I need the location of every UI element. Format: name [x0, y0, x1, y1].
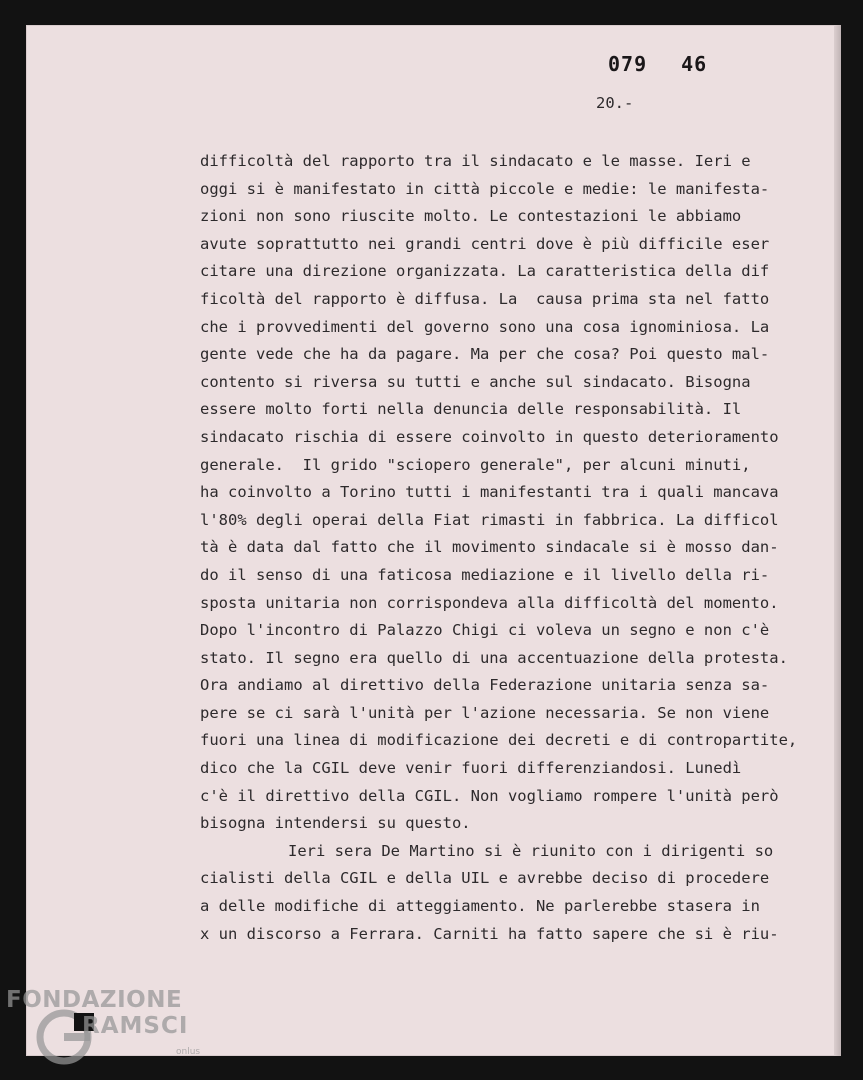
text-line: difficoltà del rapporto tra il sindacato e le masse. Ieri e	[200, 152, 751, 170]
text-line: tà è data dal fatto che il movimento sindacale si è mosso dan-	[200, 538, 779, 557]
text-line: do il senso di una faticosa mediazione e il livello della ri-	[200, 565, 770, 584]
archive-number-left: 079	[608, 52, 648, 76]
text-line: c'è il direttivo della CGIL. Non vogliamo rompere l'unità però	[200, 786, 779, 805]
text-line: ha coinvolto a Torino tutti i manifestanti tra i quali mancava	[200, 483, 779, 502]
archive-number-right: 46	[681, 52, 708, 76]
text-line: dico che la CGIL deve venir fuori differenziandosi. Lunedì	[200, 759, 742, 778]
fondazione-gramsci-watermark	[0, 985, 215, 1080]
text-line: citare una direzione organizzata. La caratteristica della dif	[200, 262, 770, 281]
page-number: 20.-	[596, 94, 634, 112]
watermark-line2: RAMSCI	[82, 1013, 189, 1039]
text-line: x un discorso a Ferrara. Carniti ha fatto sapere che si è riu-	[200, 924, 779, 943]
text-line: essere molto forti nella denuncia delle responsabilità. Il	[200, 400, 742, 419]
archive-number	[608, 52, 707, 76]
text-line: avute soprattutto nei grandi centri dove è più difficile eser	[200, 234, 770, 253]
text-line: Ieri sera De Martino si è riunito con i dirigenti so	[288, 841, 774, 860]
text-line: stato. Il segno era quello di una accentuazione della protesta.	[200, 648, 788, 667]
text-line: l'80% degli operai della Fiat rimasti in fabbrica. La difficol	[200, 510, 779, 529]
typed-body-text	[200, 148, 825, 948]
text-line: bisogna intendersi su questo.	[200, 814, 471, 833]
watermark-line1: FONDAZIONE	[6, 987, 183, 1013]
text-line: pere se ci sarà l'unità per l'azione necessaria. Se non viene	[200, 703, 770, 722]
text-line: a delle modifiche di atteggiamento. Ne parlerebbe stasera in	[200, 897, 760, 916]
text-line: che i provvedimenti del governo sono una cosa ignominiosa. La	[200, 317, 770, 336]
text-line: cialisti della CGIL e della UIL e avrebbe deciso di procedere	[200, 869, 770, 888]
text-line: contento si riversa su tutti e anche sul sindacato. Bisogna	[200, 372, 751, 391]
text-line: oggi si è manifestato in città piccole e medie: le manifesta-	[200, 179, 770, 198]
text-line: ficoltà del rapporto è diffusa. La causa prima sta nel fatto	[200, 289, 770, 308]
text-line: Dopo l'incontro di Palazzo Chigi ci voleva un segno e non c'è	[200, 621, 770, 640]
text-line: generale. Il grido "sciopero generale", per alcuni minuti,	[200, 455, 751, 474]
text-line: sposta unitaria non corrispondeva alla difficoltà del momento.	[200, 593, 779, 612]
text-line: gente vede che ha da pagare. Ma per che cosa? Poi questo mal-	[200, 345, 770, 364]
watermark-line3: onlus	[176, 1047, 201, 1057]
text-line: zioni non sono riuscite molto. Le contestazioni le abbiamo	[200, 207, 742, 226]
text-line: sindacato rischia di essere coinvolto in questo deterioramento	[200, 427, 779, 446]
text-line: fuori una linea di modificazione dei decreti e di contropartite,	[200, 731, 798, 750]
text-line: Ora andiamo al direttivo della Federazione unitaria senza sa-	[200, 676, 770, 695]
